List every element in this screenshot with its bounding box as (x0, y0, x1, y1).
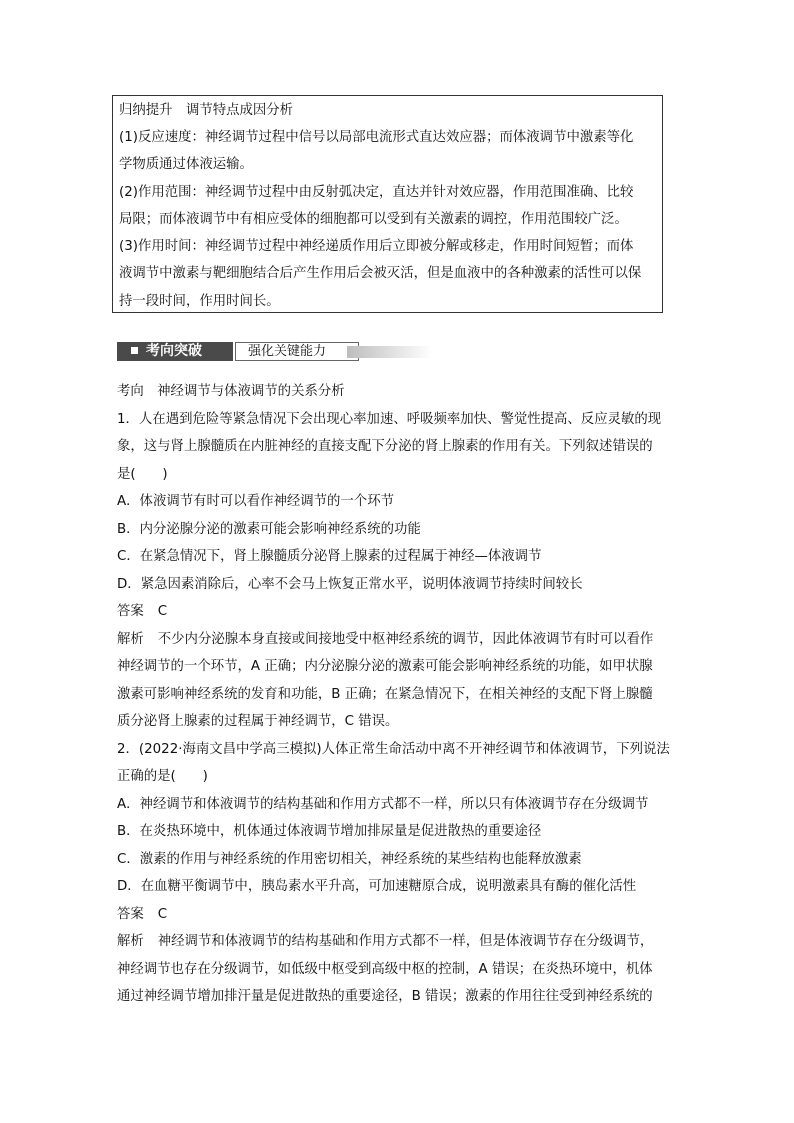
analysis-text: 不少内分泌腺本身直接或间接地受中枢神经系统的调节，因此体液调节有时可以看作 (157, 631, 654, 647)
banner-title-block (117, 342, 233, 361)
banner-gradient-bar (347, 346, 432, 358)
q1-analysis-line: 神经调节的一个环节，A 正确；内分泌腺分泌的激素可能会影响神经系统的功能，如甲状腺 (117, 659, 653, 674)
summary-line: 持一段时间，作用时间长。 (119, 293, 280, 309)
section-banner (117, 340, 432, 364)
q1-option-c: C．在紧急情况下，肾上腺髓质分泌肾上腺素的过程属于神经—体液调节 (117, 549, 542, 564)
q1-answer (117, 598, 687, 626)
q1-analysis-line: 激素可影响神经系统的发育和功能，B 正确；在紧急情况下，在相关神经的支配下肾上腺髓 (117, 686, 653, 702)
questions-section (117, 378, 687, 1011)
banner-title: 考向突破 (146, 343, 202, 359)
q2-option-b: B．在炎热环境中，机体通过体液调节增加排尿量是促进散热的重要途径 (117, 824, 542, 839)
analysis-label: 解析 (117, 631, 144, 647)
q1-analysis-line (117, 626, 687, 654)
topic-heading: 考向 神经调节与体液调节的关系分析 (117, 384, 345, 399)
q1-option-a: A．体液调节有时可以看作神经调节的一个环节 (117, 494, 394, 509)
summary-line: (2)作用范围：神经调节过程中由反射弧决定，直达并针对效应器，作用范围准确、比较 (119, 184, 634, 200)
q1-option-b: B．内分泌腺分泌的激素可能会影响神经系统的功能 (117, 521, 421, 537)
summary-box (112, 95, 663, 313)
q2-stem-line: 2．(2022·海南文昌中学高三模拟)人体正常生命活动中离不开神经调节和体液调节，下列说法 (117, 741, 670, 757)
square-bullet-icon (131, 347, 138, 354)
q1-stem-line: 1．人在遇到危险等紧急情况下会出现心率加速、呼吸频率加快、警觉性提高、反应灵敏的现 (117, 411, 662, 427)
q2-stem-line: 正确的是( ) (117, 769, 208, 784)
q2-option-a: A．神经调节和体液调节的结构基础和作用方式都不一样，所以只有体液调节存在分级调节 (117, 796, 649, 812)
analysis-text: 神经调节和体液调节的结构基础和作用方式都不一样，但是体液调节存在分级调节， (157, 934, 654, 949)
summary-line: 液调节中激素与靶细胞结合后产生作用后会被灭活，但是血液中的各种激素的活性可以保 (119, 266, 642, 282)
q2-analysis-line: 通过神经调节增加排汗量是促进散热的重要途径，B 错误；激素的作用往往受到神经系统的 (117, 989, 653, 1004)
answer-label: 答案 (117, 604, 144, 619)
q1-option-d: D．紧急因素消除后，心率不会马上恢复正常水平，说明体液调节持续时间较长 (117, 576, 583, 592)
answer-label: 答案 (117, 906, 144, 922)
analysis-label: 解析 (117, 934, 144, 949)
q1-stem-line: 象，这与肾上腺髓质在内脏神经的直接支配下分泌的肾上腺素的作用有关。下列叙述错误的 (117, 439, 653, 454)
answer-value: C (157, 906, 168, 922)
banner-subtitle: 强化关键能力 (235, 342, 359, 361)
q2-answer (117, 901, 687, 929)
summary-line: 局限；而体液调节中有相应受体的细胞都可以受到有关激素的调控，作用范围较广泛。 (119, 211, 628, 227)
answer-value: C (157, 604, 168, 619)
summary-heading: 归纳提升 调节特点成因分析 (119, 103, 294, 118)
q2-option-c: C．激素的作用与神经系统的作用密切相关，神经系统的某些结构也能释放激素 (117, 851, 582, 867)
q2-analysis-line: 神经调节也存在分级调节，如低级中枢受到高级中枢的控制，A 错误；在炎热环境中，机体 (117, 961, 653, 977)
q1-stem-line: 是( ) (117, 466, 168, 482)
summary-line: (3)作用时间：神经调节过程中神经递质作用后立即被分解或移走，作用时间短暂；而体 (119, 239, 634, 255)
q2-analysis-line (117, 928, 687, 956)
summary-line: 学物质通过体液运输。 (119, 157, 253, 173)
summary-line: (1)反应速度：神经调节过程中信号以局部电流形式直达效应器；而体液调节中激素等化 (119, 130, 634, 145)
q1-analysis-line: 质分泌肾上腺素的过程属于神经调节，C 错误。 (117, 714, 399, 729)
q2-option-d: D．在血糖平衡调节中，胰岛素水平升高，可加速糖原合成，说明激素具有酶的催化活性 (117, 879, 637, 894)
